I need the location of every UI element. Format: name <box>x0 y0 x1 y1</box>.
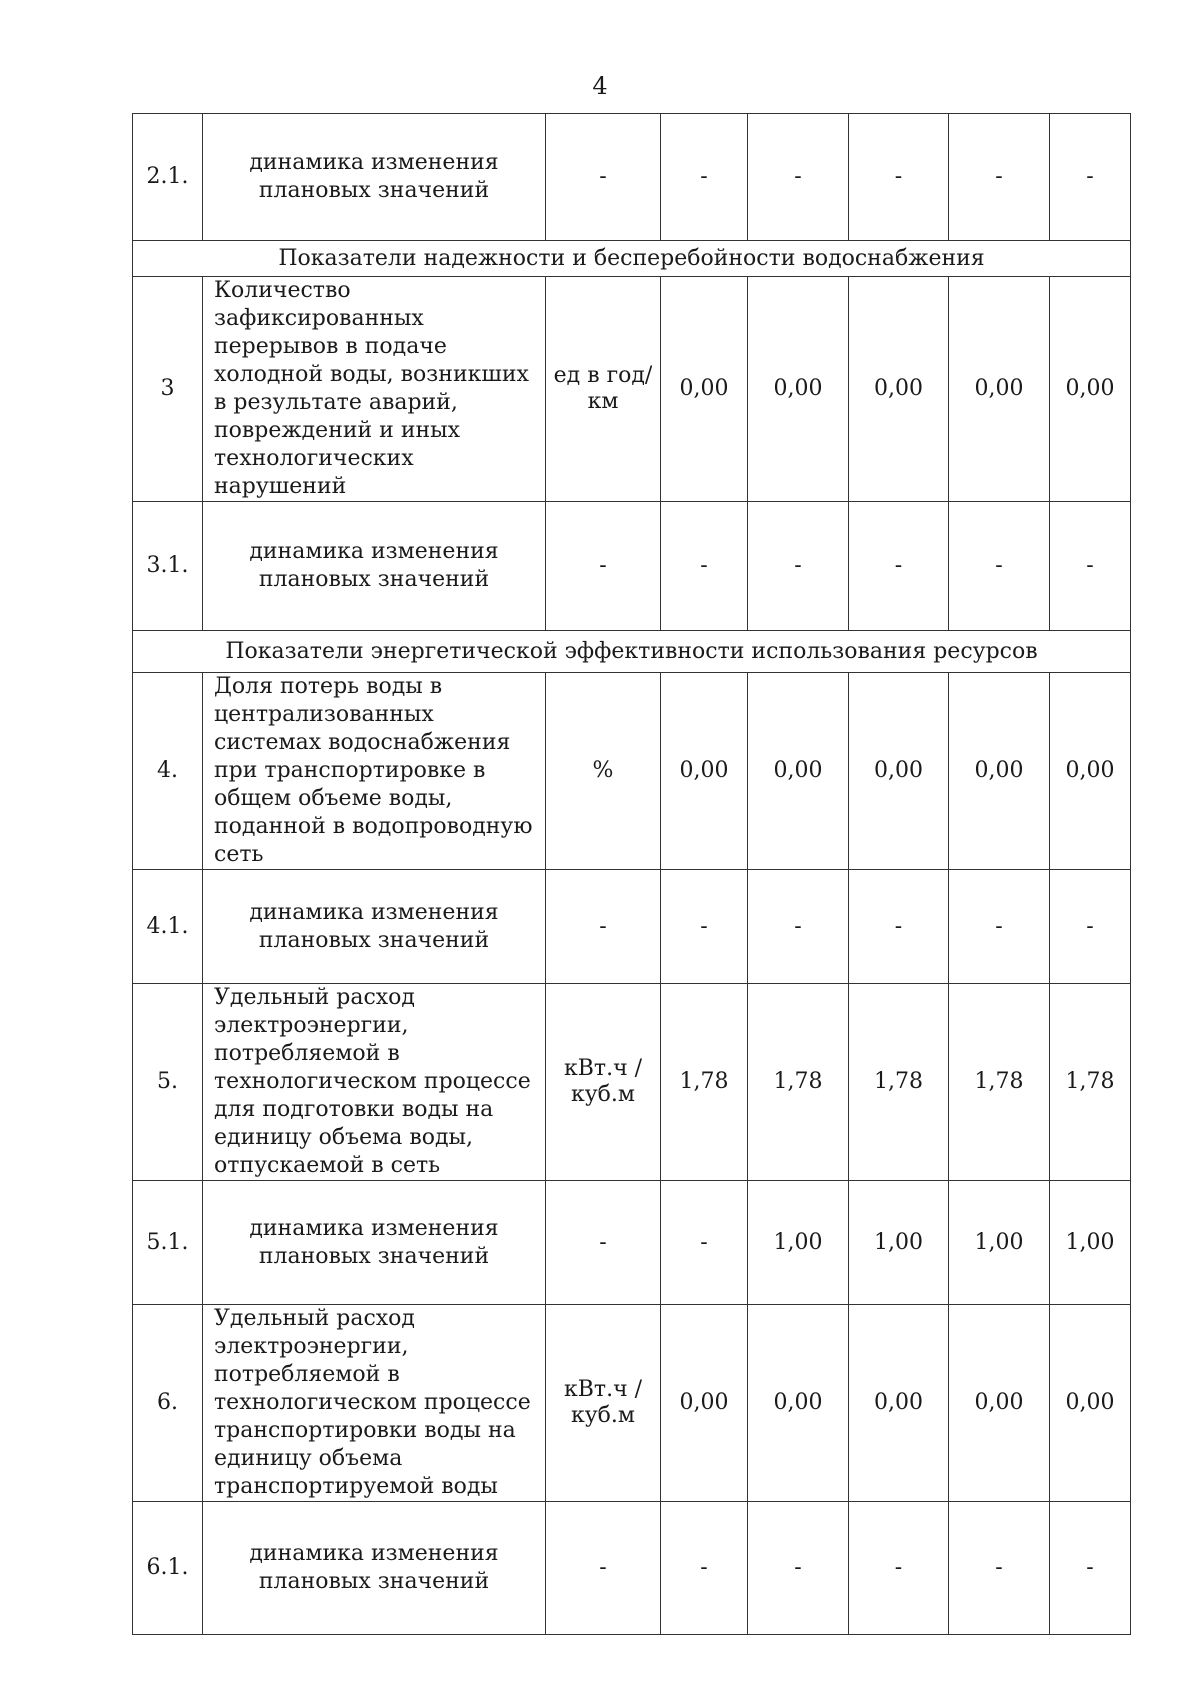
row-number: 2.1. <box>133 114 203 241</box>
unit-cell: ед в год/ км <box>546 277 661 502</box>
value-cell: - <box>949 502 1050 631</box>
unit-cell: кВт.ч / куб.м <box>546 984 661 1181</box>
value-cell: - <box>949 1502 1050 1635</box>
page-number: 4 <box>592 72 608 100</box>
indicator-name: динамика изменения плановых значений <box>203 502 546 631</box>
value-cell: 0,00 <box>661 673 748 870</box>
indicator-name: динамика изменения плановых значений <box>203 870 546 984</box>
row-number: 5.1. <box>133 1181 203 1305</box>
value-cell: - <box>661 1502 748 1635</box>
unit-cell: % <box>546 673 661 870</box>
table-row <box>133 502 1131 631</box>
section-row <box>133 631 1131 673</box>
value-cell: - <box>1050 114 1131 241</box>
value-cell: - <box>1050 1502 1131 1635</box>
value-cell: 0,00 <box>1050 673 1131 870</box>
value-cell: - <box>661 502 748 631</box>
value-cell: 1,00 <box>949 1181 1050 1305</box>
table-row <box>133 1305 1131 1502</box>
value-cell: - <box>849 502 949 631</box>
row-number: 5. <box>133 984 203 1181</box>
section-row <box>133 241 1131 277</box>
value-cell: 1,78 <box>949 984 1050 1181</box>
row-number: 3 <box>133 277 203 502</box>
indicators-table <box>132 113 1131 1635</box>
value-cell: - <box>1050 870 1131 984</box>
value-cell: 1,78 <box>748 984 849 1181</box>
value-cell: 0,00 <box>849 277 949 502</box>
value-cell: 0,00 <box>661 277 748 502</box>
indicator-name: Количество зафиксированных перерывов в подаче холодной воды, возникших в результате аварий, повреждений и иных технологических нарушений <box>203 277 546 502</box>
row-number: 3.1. <box>133 502 203 631</box>
section-heading: Показатели надежности и бесперебойности водоснабжения <box>133 241 1131 277</box>
row-number: 4.1. <box>133 870 203 984</box>
table-row <box>133 984 1131 1181</box>
value-cell: - <box>661 114 748 241</box>
table-row <box>133 1181 1131 1305</box>
section-heading: Показатели энергетической эффективности использования ресурсов <box>133 631 1131 673</box>
unit-cell: кВт.ч / куб.м <box>546 1305 661 1502</box>
value-cell: 1,78 <box>661 984 748 1181</box>
indicator-name: Удельный расход электроэнергии, потребляемой в технологическом процессе для подготовки воды на единицу объема воды, отпускаемой в сеть <box>203 984 546 1181</box>
row-number: 4. <box>133 673 203 870</box>
value-cell: - <box>748 114 849 241</box>
value-cell: 0,00 <box>849 673 949 870</box>
indicator-name: динамика изменения плановых значений <box>203 1181 546 1305</box>
value-cell: 0,00 <box>949 1305 1050 1502</box>
value-cell: 0,00 <box>1050 277 1131 502</box>
unit-cell: - <box>546 870 661 984</box>
value-cell: 0,00 <box>748 673 849 870</box>
value-cell: - <box>949 114 1050 241</box>
value-cell: 0,00 <box>748 277 849 502</box>
value-cell: - <box>949 870 1050 984</box>
value-cell: 0,00 <box>748 1305 849 1502</box>
value-cell: - <box>1050 502 1131 631</box>
value-cell: - <box>661 870 748 984</box>
value-cell: 1,00 <box>1050 1181 1131 1305</box>
table-row <box>133 1502 1131 1635</box>
row-number: 6. <box>133 1305 203 1502</box>
table-row <box>133 673 1131 870</box>
value-cell: 0,00 <box>661 1305 748 1502</box>
value-cell: - <box>849 1502 949 1635</box>
value-cell: - <box>849 114 949 241</box>
unit-cell: - <box>546 502 661 631</box>
value-cell: 0,00 <box>949 277 1050 502</box>
table-row <box>133 277 1131 502</box>
indicator-name: Удельный расход электроэнергии, потребляемой в технологическом процессе транспортировки воды на единицу объема транспортируемой воды <box>203 1305 546 1502</box>
table-row <box>133 870 1131 984</box>
table-row <box>133 114 1131 241</box>
value-cell: - <box>661 1181 748 1305</box>
value-cell: - <box>748 870 849 984</box>
row-number: 6.1. <box>133 1502 203 1635</box>
value-cell: 1,00 <box>748 1181 849 1305</box>
indicator-name: динамика изменения плановых значений <box>203 114 546 241</box>
value-cell: - <box>849 870 949 984</box>
value-cell: 1,00 <box>849 1181 949 1305</box>
unit-cell: - <box>546 1502 661 1635</box>
value-cell: 1,78 <box>849 984 949 1181</box>
value-cell: - <box>748 1502 849 1635</box>
value-cell: 1,78 <box>1050 984 1131 1181</box>
indicator-name: динамика изменения плановых значений <box>203 1502 546 1635</box>
value-cell: 0,00 <box>849 1305 949 1502</box>
unit-cell: - <box>546 1181 661 1305</box>
indicator-name: Доля потерь воды в централизованных системах водоснабжения при транспортировке в общем объеме воды, поданной в водопроводную сеть <box>203 673 546 870</box>
value-cell: 0,00 <box>949 673 1050 870</box>
value-cell: 0,00 <box>1050 1305 1131 1502</box>
unit-cell: - <box>546 114 661 241</box>
value-cell: - <box>748 502 849 631</box>
